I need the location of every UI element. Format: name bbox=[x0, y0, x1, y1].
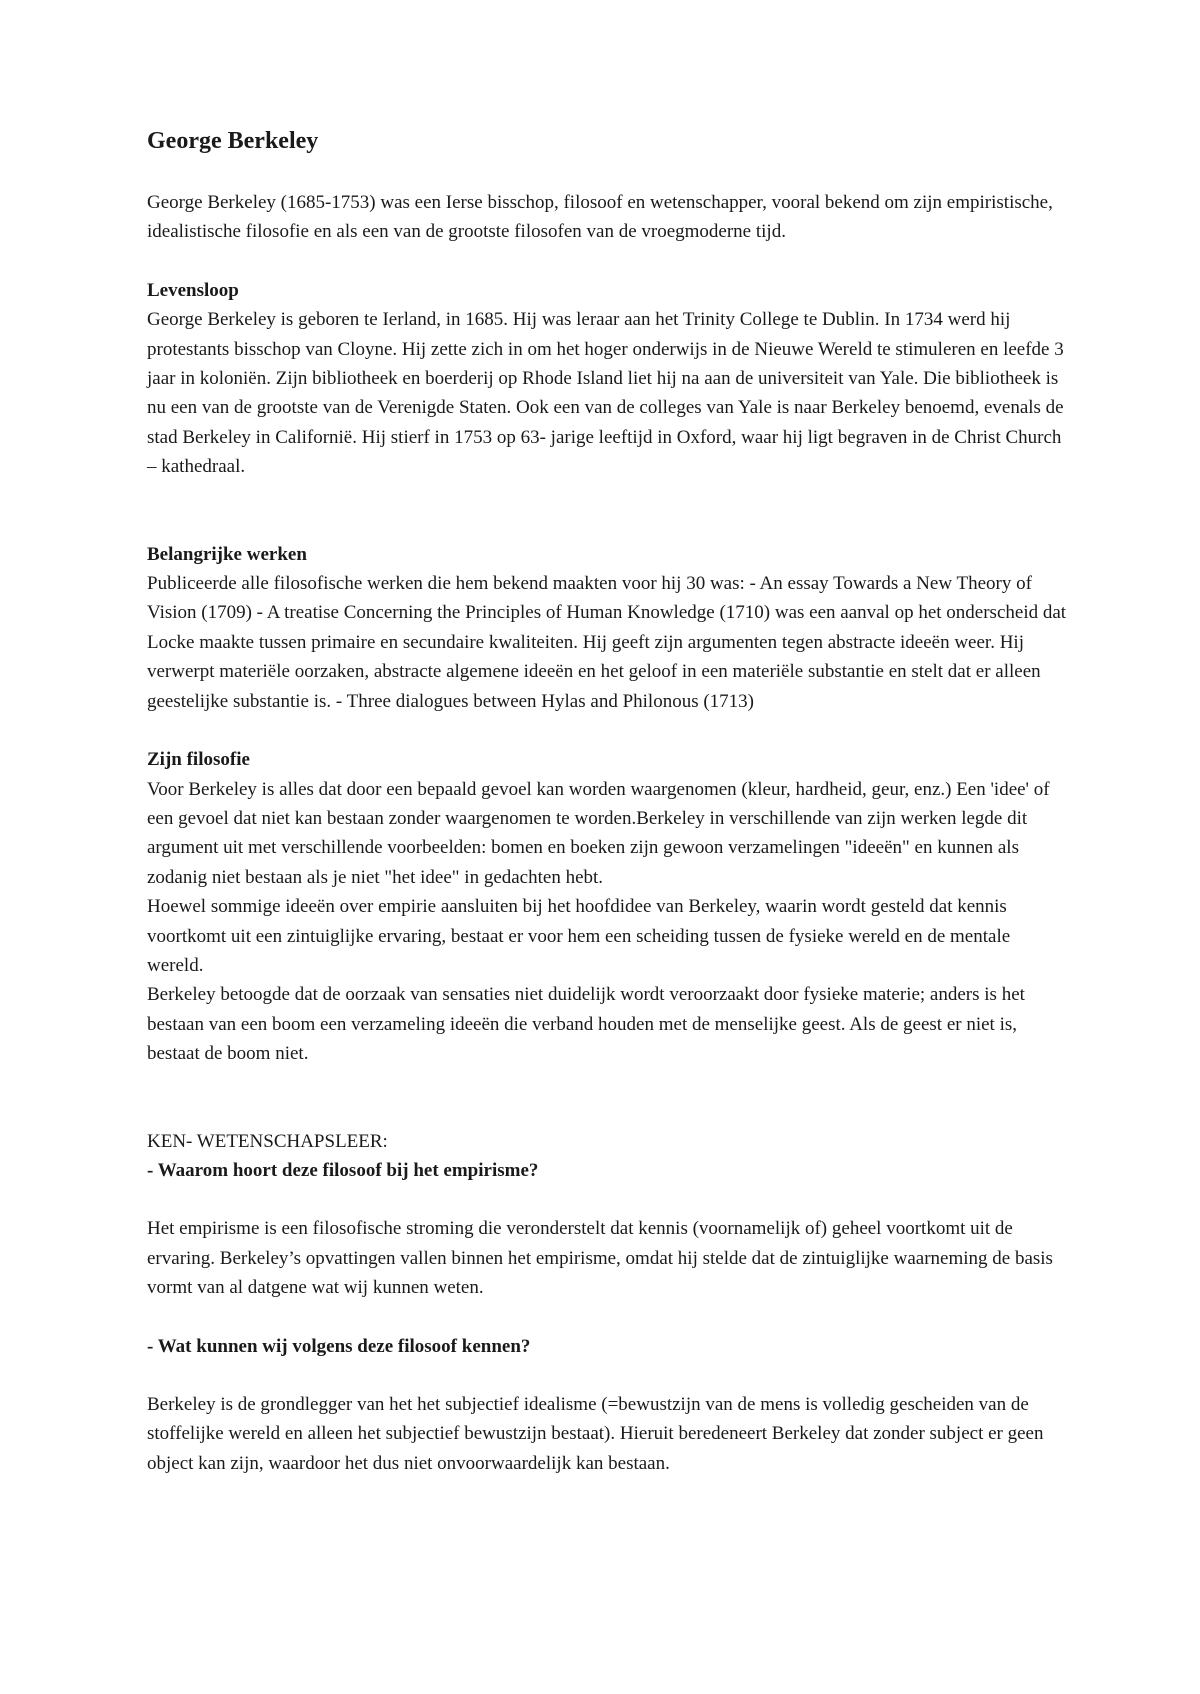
filosofie-paragraph-1: Voor Berkeley is alles dat door een bepaald gevoel kan worden waargenomen (kleur, hardheid, geur, enz.) Een 'idee' of een gevoel dat niet kan bestaan zonder waargenomen te worden.Berkeley in verschillende van zijn werken legde dit argument uit met verschillende voorbeelden: bomen en boeken zijn gewoon verzamelingen "ideeën" en kunnen als zodanig niet bestaan als je niet "het idee" in gedachten hebt. bbox=[147, 778, 1050, 888]
answer-kennen: Berkeley is de grondlegger van het het subjectief idealisme (=bewustzijn van de mens is volledig gescheiden van de stoffelijke wereld en alleen het subjectief bewustzijn bestaat). Hieruit beredeneert Berkeley dat zonder subject er geen object kan zijn, waardoor het dus niet onvoorwaardelijk kan bestaan. bbox=[147, 1394, 1044, 1474]
filosofie-paragraph-3: Berkeley betoogde dat de oorzaak van sensaties niet duidelijk wordt veroorzaakt door fysieke materie; anders is het bestaan van een boom een verzameling ideeën die verband houden met de menselijke geest. Als de geest er niet is, bestaat de boom niet. bbox=[147, 984, 1025, 1065]
section-heading-filosofie: Zijn filosofie bbox=[147, 749, 250, 771]
document-page bbox=[147, 126, 1067, 1478]
section-heading-levensloop: Levensloop bbox=[147, 279, 239, 301]
section-heading-werken: Belangrijke werken bbox=[147, 543, 307, 565]
levensloop-paragraph: George Berkeley is geboren te Ierland, in 1685. Hij was leraar aan het Trinity College te Dublin. In 1734 werd hij protestants bisschop van Cloyne. Hij zette zich in om het hoger onderwijs in de Nieuwe Wereld te stimuleren en leefde 3 jaar in koloniën. Zijn bibliotheek en boerderij op Rhode Island liet hij na aan de universiteit van Yale. Die bibliotheek is nu een van de grootste van de Verenigde Staten. Ook een van de colleges van Yale is naar Berkeley benoemd, evenals de stad Berkeley in Californië. Hij stierf in 1753 op 63- jarige leeftijd in Oxford, waar hij ligt begraven in de Christ Church – kathedraal. bbox=[147, 309, 1064, 478]
answer-empirisme: Het empirisme is een filosofische stroming die veronderstelt dat kennis (voornamelijk of) geheel voortkomt uit de ervaring. Berkeley’s opvattingen vallen binnen het empirisme, omdat hij stelde dat de zintuiglijke waarneming de basis vormt van al datgene wat wij kunnen weten. bbox=[147, 1218, 1053, 1299]
document-title: George Berkeley bbox=[147, 128, 319, 154]
werken-paragraph: Publiceerde alle filosofische werken die hem bekend maakten voor hij 30 was: - An essay Towards a New Theory of Vision (1709) - A treatise Concerning the Principles of Human Knowledge (1710) was een aanval op het onderscheid dat Locke maakte tussen primaire en secundaire kwaliteiten. Hij geeft zijn argumenten tegen abstracte ideeën weer. Hij verwerpt materiële oorzaken, abstracte algemene ideeën en het geloof in een materiële substantie en stelt dat er alleen geestelijke substantie is. - Three dialogues between Hylas and Philonous (1713) bbox=[147, 573, 1067, 712]
question-empirisme: - Waarom hoort deze filosoof bij het empirisme? bbox=[147, 1159, 539, 1181]
kenleer-label: KEN- WETENSCHAPSLEER: bbox=[147, 1130, 388, 1152]
spacer bbox=[147, 716, 1067, 745]
spacer bbox=[147, 247, 1067, 276]
spacer bbox=[147, 1303, 1067, 1332]
spacer bbox=[147, 1361, 1067, 1390]
question-kennen: - Wat kunnen wij volgens deze filosoof kennen? bbox=[147, 1335, 531, 1357]
filosofie-paragraph-2: Hoewel sommige ideeën over empirie aansluiten bij het hoofdidee van Berkeley, waarin wordt gesteld dat kennis voortkomt uit een zintuiglijke ervaring, bestaat er voor hem een scheiding tussen de fysieke wereld en de mentale wereld. bbox=[147, 896, 1011, 976]
spacer bbox=[147, 1185, 1067, 1214]
spacer bbox=[147, 482, 1067, 540]
intro-paragraph: George Berkeley (1685-1753) was een Ierse bisschop, filosoof en wetenschapper, vooral bekend om zijn empiristische, idealistische filosofie en als een van de grootste filosofen van de vroegmoderne tijd. bbox=[147, 192, 1053, 243]
spacer bbox=[147, 1069, 1067, 1127]
